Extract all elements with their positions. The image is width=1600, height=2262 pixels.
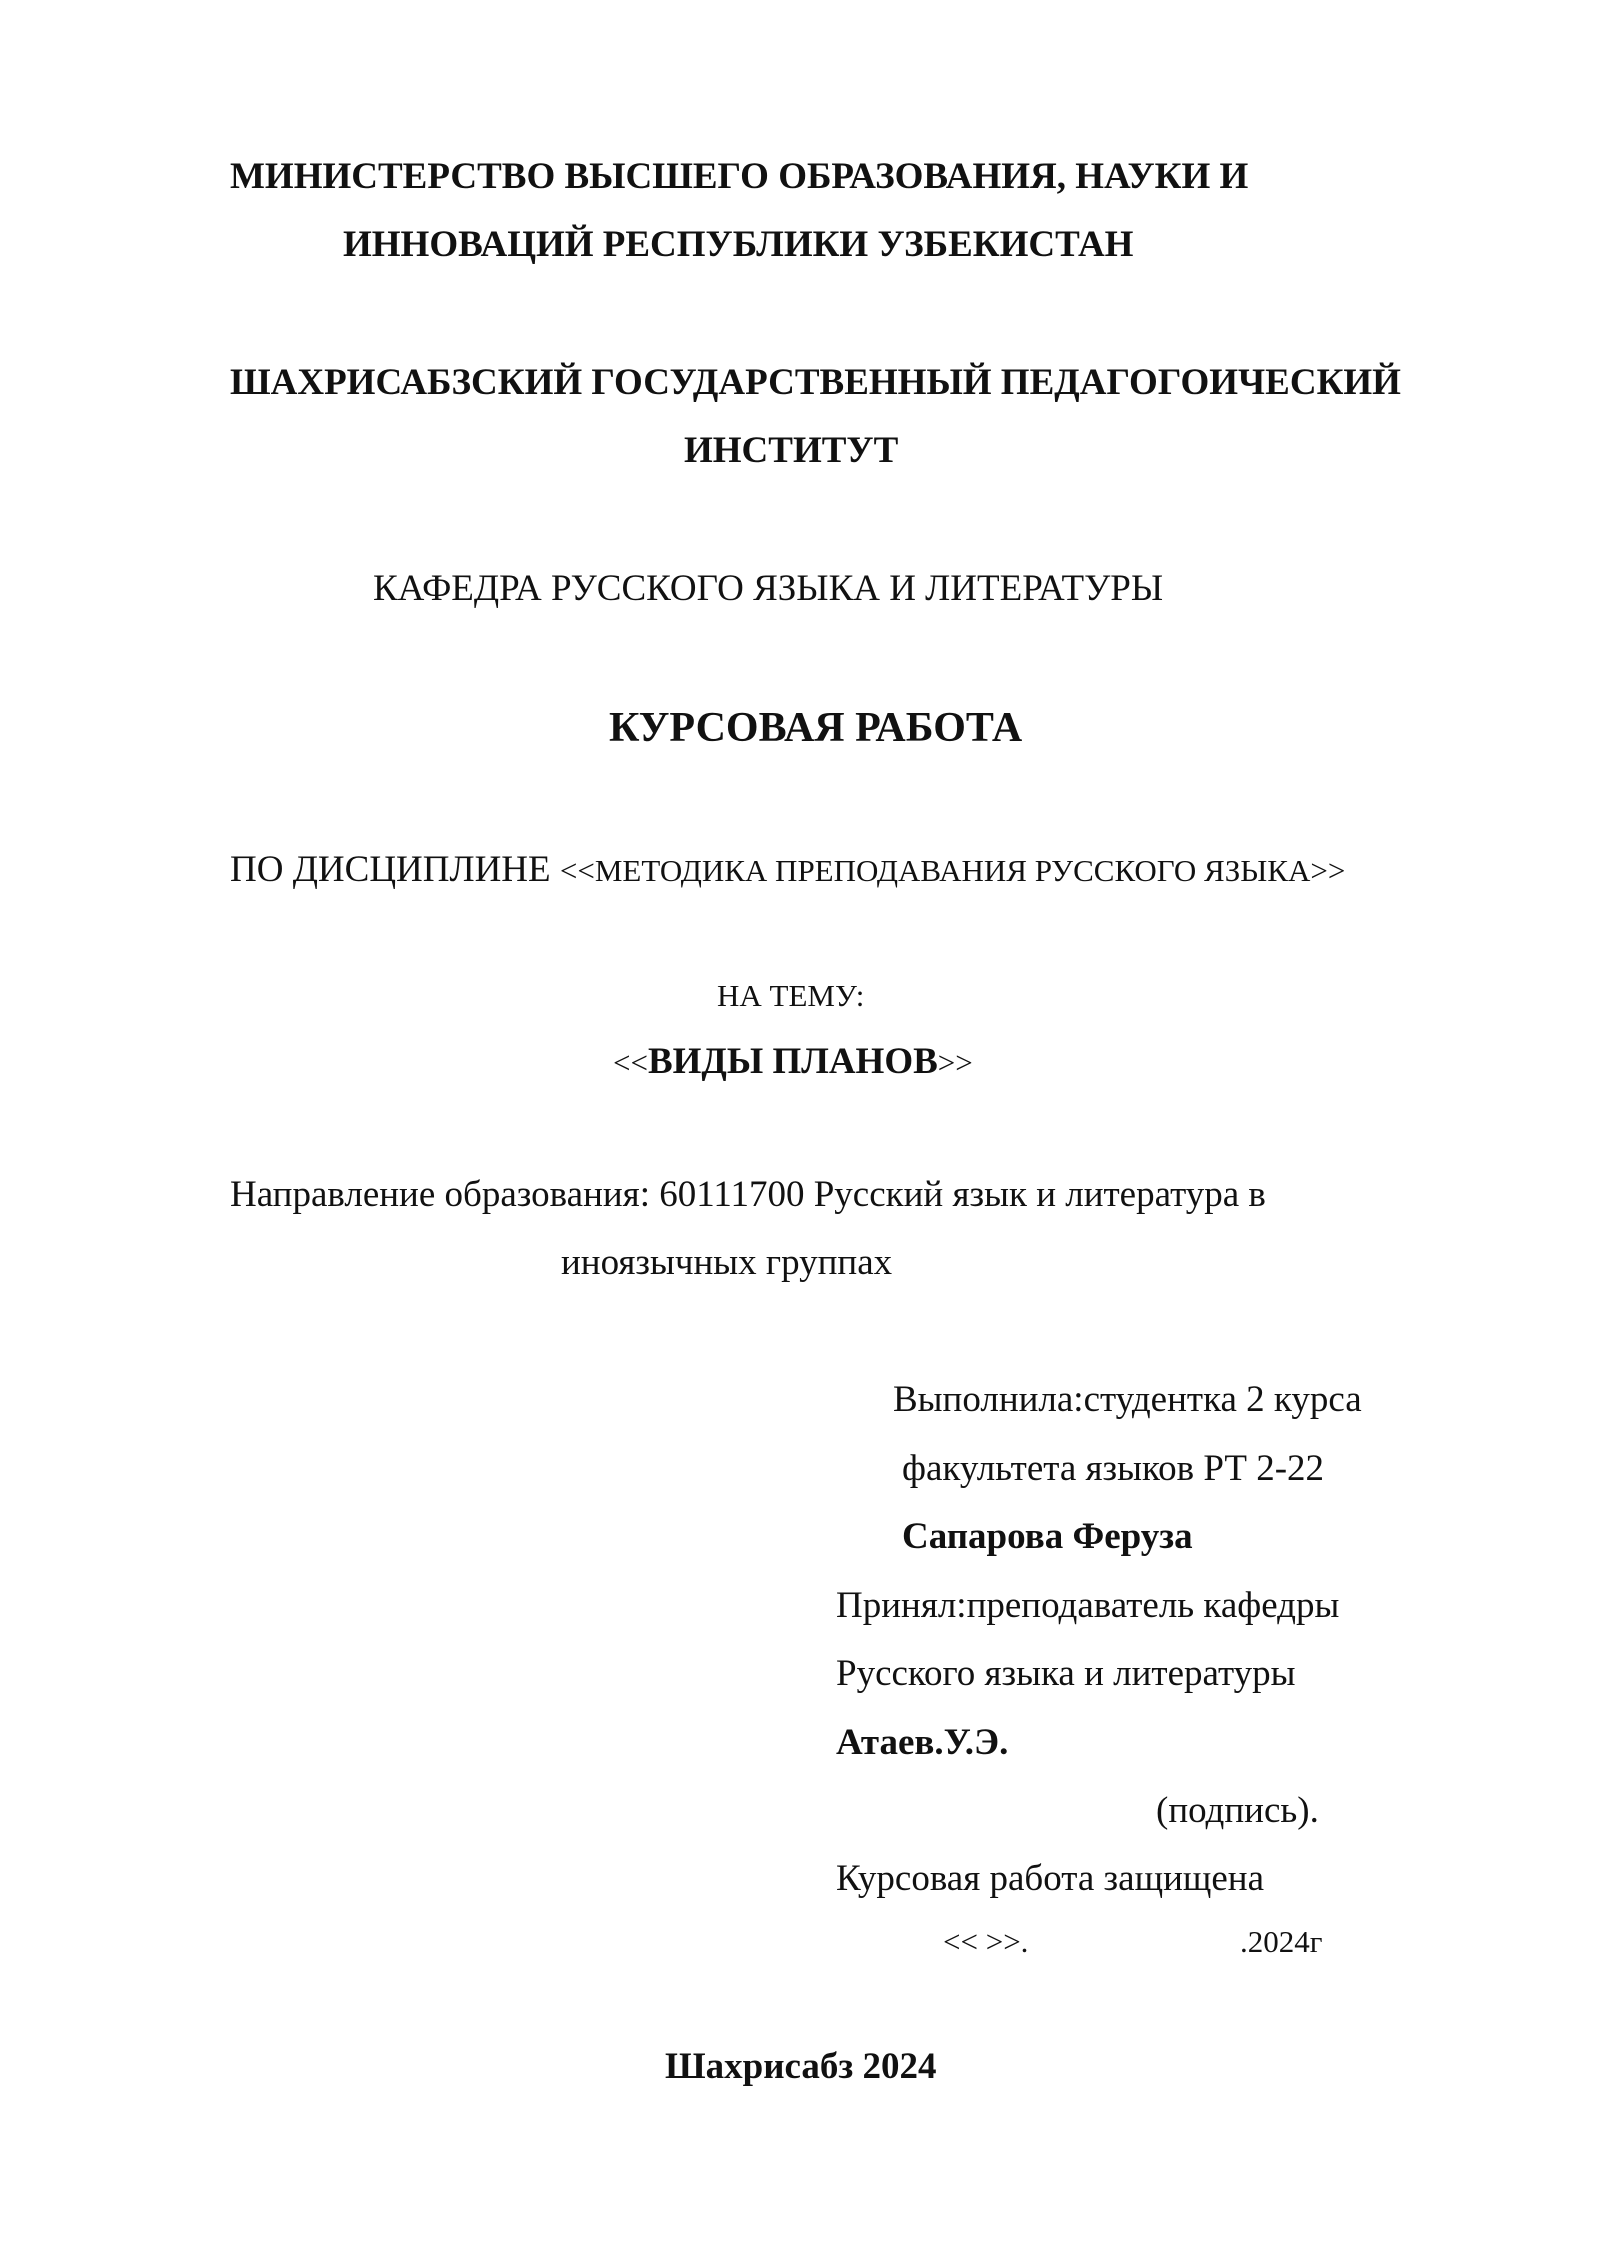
reviewer-name: Атаев.У.Э.: [836, 1722, 1009, 1763]
topic-name: ВИДЫ ПЛАНОВ: [647, 1041, 938, 1082]
discipline-name: <<МЕТОДИКА ПРЕПОДАВАНИЯ РУССКОГО ЯЗЫКА>>: [559, 853, 1346, 888]
defense-date-year: .2024г: [1240, 1924, 1323, 1959]
topic-label: НА ТЕМУ:: [717, 978, 865, 1013]
ministry-line-1: МИНИСТЕРСТВО ВЫСШЕГО ОБРАЗОВАНИЯ, НАУКИ И: [230, 156, 1249, 197]
defense-line: Курсовая работа защищена: [836, 1858, 1265, 1899]
direction-line-2: иноязычных группах: [561, 1242, 893, 1283]
topic-open-quotes: <<: [613, 1045, 648, 1080]
work-title: КУРСОВАЯ РАБОТА: [609, 705, 1023, 751]
topic-line: [613, 1043, 973, 1080]
signature-placeholder: (подпись).: [1156, 1790, 1319, 1831]
reviewer-line-1: Принял:преподаватель кафедры: [836, 1585, 1340, 1626]
defense-date-quotes: << >>.: [943, 1924, 1029, 1959]
direction-line-1: Направление образования: 60111700 Русский язык и литература в: [230, 1174, 1266, 1215]
performer-line-2: факультета языков РТ 2-22: [902, 1448, 1325, 1489]
discipline-prefix: ПО ДИСЦИПЛИНЕ: [230, 849, 560, 890]
performer-line-1: Выполнила:студентка 2 курса: [893, 1379, 1362, 1420]
institute-line-1: ШАХРИСАБЗСКИЙ ГОСУДАРСТВЕННЫЙ ПЕДАГОГОИЧЕСКИЙ: [230, 362, 1401, 403]
topic-close-quotes: >>: [937, 1045, 973, 1080]
department-name: КАФЕДРА РУССКОГО ЯЗЫКА И ЛИТЕРАТУРЫ: [373, 568, 1164, 609]
performer-name: Сапарова Феруза: [902, 1516, 1193, 1557]
institute-line-2: ИНСТИТУТ: [684, 430, 899, 471]
discipline-line: [230, 851, 1345, 888]
ministry-line-2: ИННОВАЦИЙ РЕСПУБЛИКИ УЗБЕКИСТАН: [343, 224, 1134, 265]
reviewer-line-2: Русского языка и литературы: [836, 1653, 1296, 1694]
city-year: Шахрисабз 2024: [665, 2046, 937, 2087]
